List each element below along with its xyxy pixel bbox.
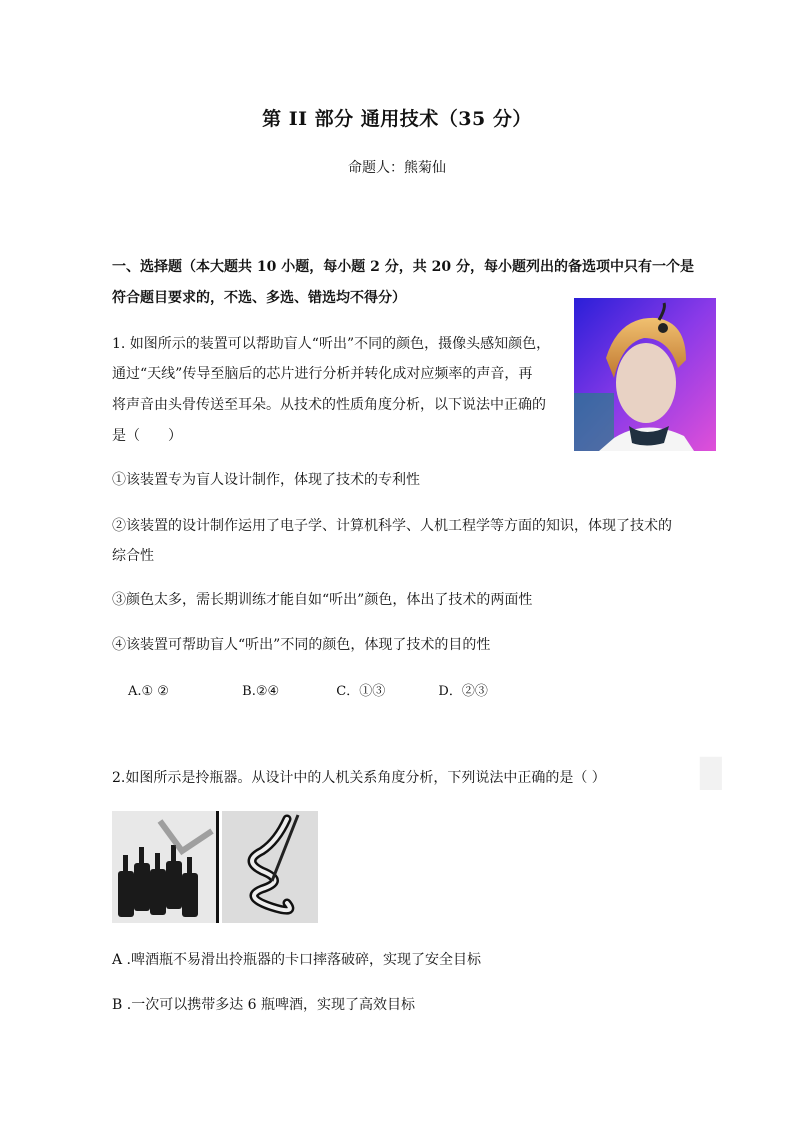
q2-option-b[interactable]: B .一次可以携带多达 6 瓶啤酒，实现了高效目标 <box>112 997 415 1013</box>
q1-statement-2-line2: 综合性 <box>112 548 154 564</box>
q1-stem-line2: 通过“天线”传导至脑后的芯片进行分析并转化成对应频率的声音，再 <box>112 366 533 382</box>
q2-option-a[interactable]: A .啤酒瓶不易滑出拎瓶器的卡口摔落破碎，实现了安全目标 <box>112 952 482 968</box>
q1-option-c[interactable]: C．①③ <box>336 684 386 699</box>
q1-stem-line4: 是（ ） <box>112 428 182 444</box>
q1-option-b[interactable]: B.②④ <box>242 684 280 699</box>
blind-color-device-photo <box>574 298 716 451</box>
q1-option-a[interactable]: A.① ② <box>128 684 169 699</box>
q1-statement-2-line1: ②该装置的设计制作运用了电子学、计算机科学、人机工程学等方面的知识，体现了技术的 <box>112 518 672 534</box>
q1-statement-4: ④该装置可帮助盲人“听出”不同的颜色，体现了技术的目的性 <box>112 637 491 653</box>
q1-statement-3: ③颜色太多，需长期训练才能自如“听出”颜色，体出了技术的两面性 <box>112 592 533 608</box>
q1-statement-1: ①该装置专为盲人设计制作，体现了技术的专利性 <box>112 472 420 488</box>
section-heading-line2: 符合题目要求的，不选、多选、错选均不得分） <box>112 290 406 306</box>
person-with-antenna-image <box>574 298 716 451</box>
q1-stem-line1: 1. 如图所示的装置可以帮助盲人“听出”不同的颜色，摄像头感知颜色， <box>112 336 551 352</box>
section-heading-line1: 一、选择题（本大题共 10 小题，每小题 2 分，共 20 分，每小题列出的备选项中只有一个是 <box>112 259 694 275</box>
q1-option-d[interactable]: D．②③ <box>438 684 488 699</box>
q1-stem-line3: 将声音由头骨传送至耳朵。从技术的性质角度分析，以下说法中正确的 <box>112 397 546 413</box>
page-title: 第 II 部分 通用技术（35 分） <box>262 108 532 130</box>
bottle-carrier-image <box>112 811 318 923</box>
bottle-carrier-illustration <box>112 811 318 923</box>
author-line: 命题人：熊菊仙 <box>348 160 446 176</box>
q1-options <box>128 680 488 699</box>
faint-watermark: █ <box>700 757 722 790</box>
q2-stem: 2.如图所示是拎瓶器。从设计中的人机关系角度分析，下列说法中正确的是（ ） <box>112 770 606 786</box>
